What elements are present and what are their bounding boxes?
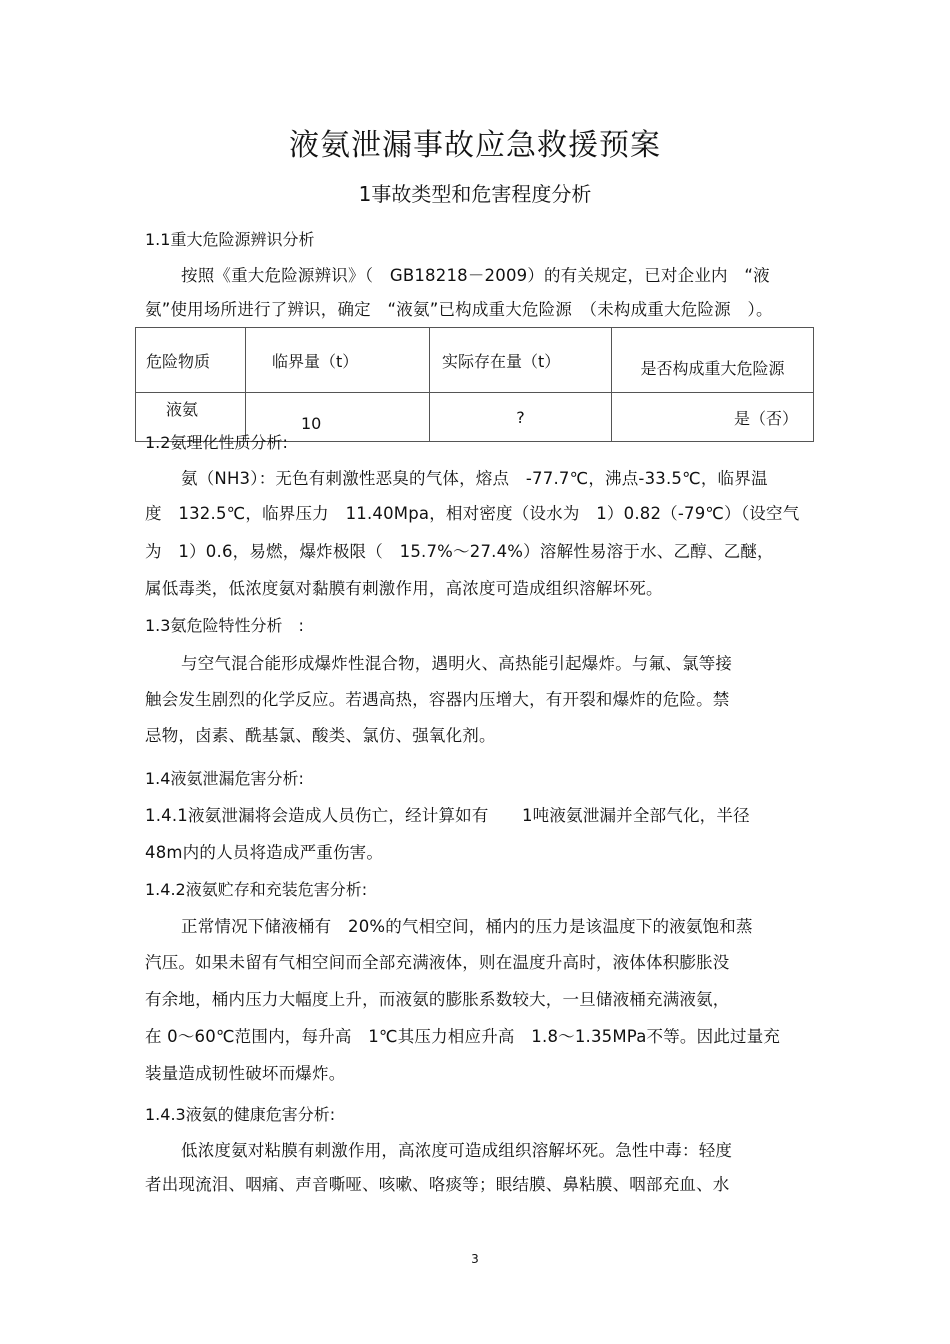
table-cell: 10 (246, 393, 430, 442)
heading-1-3: 1.3氨危险特性分析 : (145, 616, 304, 635)
paragraph-line: 按照《重大危险源辨识》（ GB18218－2009）的有关规定，已对企业内 “液 (181, 266, 770, 285)
paragraph-line: 正常情况下储液桶有 20%的气相空间，桶内的压力是该温度下的液氨饱和蒸 (181, 917, 753, 936)
table-header-row (136, 328, 814, 393)
paragraph-line: 48m内的人员将造成严重伤害。 (145, 843, 384, 862)
heading-1-4-2: 1.4.2液氨贮存和充装危害分析: (145, 880, 368, 899)
table-header-cell: 是否构成重大危险源 (612, 328, 814, 393)
heading-1-2: 1.2氨理化性质分析: (145, 433, 288, 452)
paragraph-line: 与空气混合能形成爆炸性混合物，遇明火、高热能引起爆炸。与氟、氯等接 (181, 654, 733, 673)
paragraph-line: 为 1）0.6，易燃，爆炸极限（ 15.7%～27.4%）溶解性易溶于水、乙醇、乙醚， (145, 542, 774, 561)
paragraph-line: 氨（NH3）：无色有刺激性恶臭的气体，熔点 -77.7℃，沸点-33.5℃，临界温 (181, 469, 768, 488)
table-header-cell: 实际存在量（t） (430, 328, 612, 393)
paragraph-line: 1.4.1液氨泄漏将会造成人员伤亡，经计算如有 1吨液氨泄漏并全部气化，半径 (145, 806, 750, 825)
paragraph-line: 装量造成韧性破坏而爆炸。 (145, 1064, 346, 1083)
paragraph-line: 低浓度氨对粘膜有刺激作用，高浓度可造成组织溶解坏死。急性中毒：轻度 (181, 1141, 733, 1160)
heading-1-1: 1.1重大危险源辨识分析 (145, 230, 315, 249)
paragraph-line: 汽压。如果未留有气相空间而全部充满液体，则在温度升高时，液体体积膨胀没 (145, 953, 730, 972)
paragraph-line: 氨”使用场所进行了辨识，确定 “液氨”已构成重大危险源 （未构成重大危险源 ）。 (145, 300, 773, 319)
table-header-cell: 临界量（t） (246, 328, 430, 393)
document-title: 液氨泄漏事故应急救援预案 (289, 128, 661, 163)
hazard-table (135, 327, 814, 442)
paragraph-line: 忌物，卤素、酰基氯、酸类、氯仿、强氧化剂。 (145, 726, 496, 745)
paragraph-line: 有余地，桶内压力大幅度上升，而液氨的膨胀系数较大，一旦储液桶充满液氨， (145, 990, 730, 1009)
paragraph-line: 触会发生剧烈的化学反应。若遇高热，容器内压增大，有开裂和爆炸的危险。禁 (145, 690, 730, 709)
table-cell: 液氨 (136, 393, 246, 442)
paragraph-line: 度 132.5℃，临界压力 11.40Mpa，相对密度（设水为 1）0.82（-79℃）（设空气 (145, 504, 800, 523)
paragraph-line: 者出现流泪、咽痛、声音嘶哑、咳嗽、咯痰等；眼结膜、鼻粘膜、咽部充血、水 (145, 1175, 730, 1194)
paragraph-line: 在 0～60℃范围内，每升高 1℃其压力相应升高 1.8～1.35MPa不等。因此过量充 (145, 1027, 781, 1046)
table-cell: ? (430, 393, 612, 442)
paragraph-line: 属低毒类，低浓度氨对黏膜有刺激作用，高浓度可造成组织溶解坏死。 (145, 579, 663, 598)
table-header-cell: 危险物质 (136, 328, 246, 393)
heading-1-4-3: 1.4.3液氨的健康危害分析: (145, 1105, 336, 1124)
page-number: 3 (471, 1252, 479, 1266)
heading-1-4: 1.4液氨泄漏危害分析: (145, 769, 304, 788)
table-cell: 是（否） (612, 393, 814, 442)
section-title: 1事故类型和危害程度分析 (358, 182, 592, 206)
